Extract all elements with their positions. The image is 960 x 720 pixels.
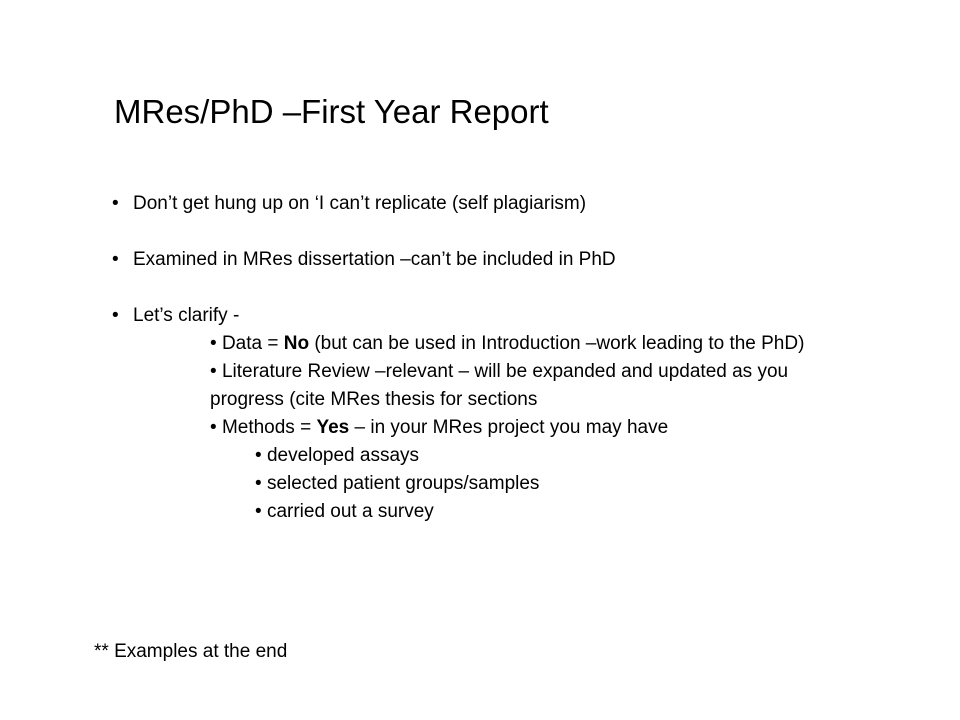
sub-bullet-methods bbox=[210, 414, 830, 442]
bullet-marker: • bbox=[210, 417, 217, 438]
method-text: carried out a survey bbox=[266, 501, 434, 522]
sub-text: Methods = bbox=[221, 417, 317, 438]
methods-sublist bbox=[255, 442, 852, 526]
bullet-text: Don’t get hung up on ‘I can’t replicate (self plagiarism) bbox=[133, 193, 587, 214]
bullet-marker: • bbox=[210, 333, 217, 354]
method-text: selected patient groups/samples bbox=[266, 473, 540, 494]
sub-text: Literature Review –relevant – will be expanded and updated as you progress (cite MRes thesis for sections bbox=[210, 361, 789, 410]
sub-text: – in your MRes project you may have bbox=[349, 417, 669, 438]
clarify-sublist bbox=[210, 330, 830, 442]
bullet-marker: • bbox=[112, 305, 119, 326]
slide-title: MRes/PhD –First Year Report bbox=[114, 93, 549, 130]
sub-text: Data = bbox=[221, 333, 284, 354]
bullet-marker: • bbox=[112, 249, 119, 270]
bullet-marker: • bbox=[255, 473, 262, 494]
bullet-text: Examined in MRes dissertation –can’t be included in PhD bbox=[133, 249, 616, 270]
bullet-self-plagiarism bbox=[112, 190, 852, 218]
footnote: ** Examples at the end bbox=[94, 641, 288, 662]
method-item bbox=[255, 470, 852, 498]
method-item bbox=[255, 442, 852, 470]
bullet-clarify bbox=[112, 302, 852, 330]
method-item bbox=[255, 498, 852, 526]
sub-bullet-literature bbox=[210, 358, 830, 414]
bullet-text: Let’s clarify - bbox=[133, 305, 240, 326]
method-text: developed assays bbox=[266, 445, 420, 466]
sub-bold-no: No bbox=[283, 333, 310, 354]
sub-text: (but can be used in Introduction –work leading to the PhD) bbox=[309, 333, 805, 354]
sub-bold-yes: Yes bbox=[316, 417, 350, 438]
sub-bullet-data bbox=[210, 330, 830, 358]
bullet-marker: • bbox=[112, 193, 119, 214]
slide-body bbox=[112, 190, 852, 526]
bullet-marker: • bbox=[255, 501, 262, 522]
bullet-marker: • bbox=[255, 445, 262, 466]
bullet-marker: • bbox=[210, 361, 217, 382]
bullet-examined bbox=[112, 246, 852, 274]
